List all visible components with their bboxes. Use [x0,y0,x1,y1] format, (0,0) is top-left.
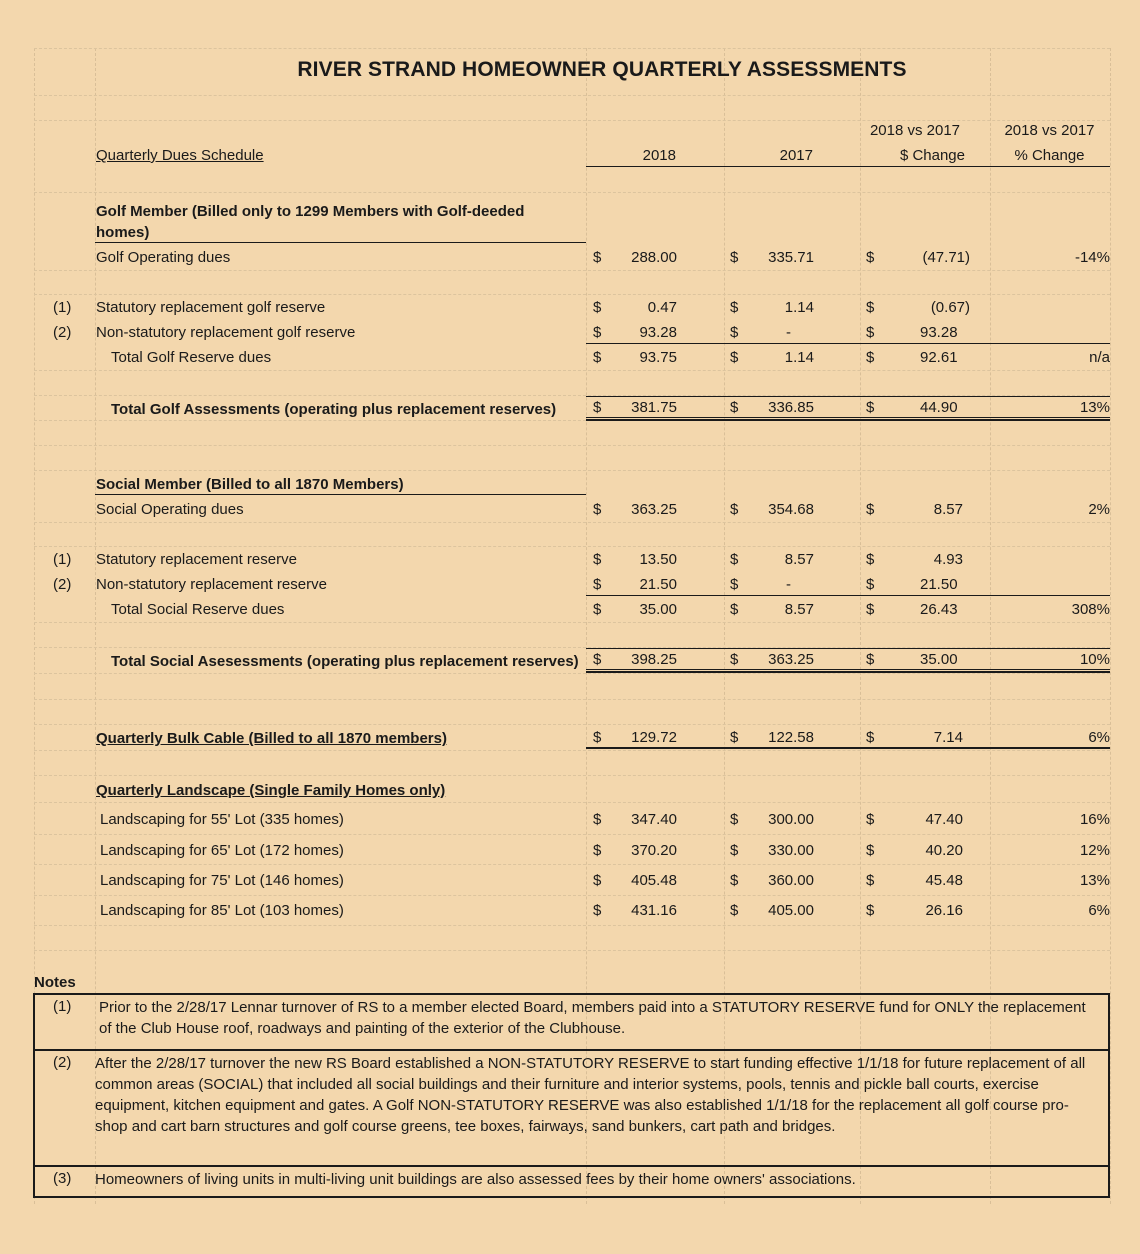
dollar-sign: $ [593,551,602,568]
row-label: Non-statutory replacement golf reserve [96,324,356,341]
value-change: 26.16 [925,902,963,919]
value-change: 26.43 [920,601,958,618]
value-2018: 13.50 [639,551,677,568]
dollar-sign: $ [866,576,875,593]
dollar-sign: $ [866,349,875,366]
value-2018: 0.47 [647,299,677,316]
dollar-sign: $ [730,601,739,618]
dollar-sign: $ [730,324,739,341]
value-change: (47.71) [922,249,970,266]
dollar-sign: $ [730,651,739,668]
value-2017: 330.00 [768,842,814,859]
value-2017: 300.00 [768,811,814,828]
row-label: Landscaping for 55' Lot (335 homes) [100,811,344,828]
note-ref: (3) [53,1170,72,1187]
dollar-sign: $ [730,249,739,266]
dollar-sign: $ [593,324,602,341]
header-change-top: 2018 vs 2017 [869,122,961,139]
golf-heading-line2: homes) [96,224,150,241]
page-title: RIVER STRAND HOMEOWNER QUARTERLY ASSESSMENTS [297,58,907,81]
header-2017: 2017 [779,147,813,164]
value-2017: 8.57 [784,601,814,618]
value-2017: 8.57 [784,551,814,568]
schedule-header: Quarterly Dues Schedule [96,147,264,164]
dollar-sign: $ [593,601,602,618]
value-2017: 122.58 [768,729,814,746]
note-ref: (1) [53,998,72,1015]
dollar-sign: $ [593,349,602,366]
note-text: Homeowners of living units in multi-living unit buildings are also assessed fees by their home owners' associations. [95,1171,856,1188]
value-change: 92.61 [920,349,958,366]
dollar-sign: $ [593,399,602,416]
value-pct: 6% [1088,729,1110,746]
dollar-sign: $ [866,399,875,416]
dollar-sign: $ [866,842,875,859]
cable-label: Quarterly Bulk Cable (Billed to all 1870 members) [96,730,447,747]
value-2017: - [786,576,791,593]
dollar-sign: $ [866,651,875,668]
value-change: 40.20 [925,842,963,859]
value-2018: 21.50 [639,576,677,593]
dollar-sign: $ [866,501,875,518]
value-change: 44.90 [920,399,958,416]
cable-underline [586,747,1110,749]
value-pct: 16% [1079,811,1110,828]
value-change: 4.93 [933,551,963,568]
dollar-sign: $ [730,811,739,828]
dollar-sign: $ [730,729,739,746]
value-2018: 363.25 [631,501,677,518]
dollar-sign: $ [593,576,602,593]
value-pct: 13% [1079,872,1110,889]
total-top-line [586,396,1110,397]
value-pct: 2% [1088,501,1110,518]
subtotal-line [586,595,1110,596]
dollar-sign: $ [866,249,875,266]
note-text: After the 2/28/17 turnover the new RS Board established a NON-STATUTORY RESERVE to start funding effective 1/1/18 for future replacement of all common areas (SOCIAL) that included all social buildings and their furniture and interior systems, pools, tennis and pickle ball courts, exercise equipment, kitchen equipment and gates. A Golf NON-STATUTORY RESERVE was also established 1/1/18 for the replacement all golf course pro-shop and cart barn structures and golf course greens, tee boxes, fairways, sand bunkers, cart path and bridges. [95,1055,1086,1135]
value-2017: 360.00 [768,872,814,889]
row-label: Golf Operating dues [96,249,231,266]
dollar-sign: $ [593,729,602,746]
dollar-sign: $ [730,872,739,889]
value-change: 8.57 [933,501,963,518]
note-text: Prior to the 2/28/17 Lennar turnover of RS to a member elected Board, members paid into a STATUTORY RESERVE fund for ONLY the replacement of the Club House roof, roadways and painting of the exterior of the Clubhouse. [99,999,1086,1037]
note-ref: (1) [53,299,72,316]
social-heading-underline [95,494,586,495]
value-pct: n/a [1089,349,1110,366]
row-label: Landscaping for 65' Lot (172 homes) [100,842,344,859]
value-pct: 12% [1079,842,1110,859]
header-pct-top: 2018 vs 2017 [1004,122,1095,139]
subtotal-line [586,343,1110,344]
dollar-sign: $ [593,842,602,859]
note-item [33,1051,1110,1164]
dollar-sign: $ [866,872,875,889]
row-label: Total Social Asesessments (operating plus replacement reserves) [111,653,579,670]
note-ref: (2) [53,576,72,593]
value-2017: - [786,324,791,341]
dollar-sign: $ [866,729,875,746]
value-change: 21.50 [920,576,958,593]
dollar-sign: $ [730,399,739,416]
dollar-sign: $ [593,872,602,889]
value-change: 7.14 [933,729,963,746]
row-label: Total Golf Reserve dues [111,349,272,366]
value-2018: 93.28 [639,324,677,341]
note-ref: (2) [53,1054,72,1071]
value-2018: 35.00 [639,601,677,618]
dollar-sign: $ [730,501,739,518]
dollar-sign: $ [730,551,739,568]
header-underline [586,166,1110,167]
social-heading: Social Member (Billed to all 1870 Members) [96,476,404,493]
value-change: 47.40 [925,811,963,828]
note-item [33,995,1110,1049]
value-2018: 93.75 [639,349,677,366]
value-pct: 6% [1088,902,1110,919]
dollar-sign: $ [866,324,875,341]
value-pct: 308% [1071,601,1110,618]
note-ref: (1) [53,551,72,568]
row-label: Non-statutory replacement reserve [96,576,327,593]
value-pct: 13% [1079,399,1110,416]
dollar-sign: $ [866,902,875,919]
dollar-sign: $ [593,811,602,828]
value-2017: 363.25 [768,651,814,668]
dollar-sign: $ [730,842,739,859]
value-2017: 1.14 [784,349,814,366]
header-2018: 2018 [642,147,676,164]
total-double-underline [586,417,1110,421]
landscape-heading: Quarterly Landscape (Single Family Homes only) [96,782,446,799]
dollar-sign: $ [730,299,739,316]
value-change: 45.48 [925,872,963,889]
value-2018: 381.75 [631,399,677,416]
value-change: 93.28 [920,324,958,341]
value-2018: 288.00 [631,249,677,266]
value-2018: 431.16 [631,902,677,919]
value-2018: 129.72 [631,729,677,746]
value-change: (0.67) [930,299,970,316]
note-item [33,1167,1110,1197]
row-label: Landscaping for 75' Lot (146 homes) [100,872,344,889]
row-label: Total Golf Assessments (operating plus replacement reserves) [111,401,557,418]
header-change-bottom: $ Change [899,147,965,164]
value-pct: -14% [1074,249,1110,266]
value-2018: 398.25 [631,651,677,668]
dollar-sign: $ [730,902,739,919]
value-2017: 354.68 [768,501,814,518]
value-2017: 335.71 [768,249,814,266]
dollar-sign: $ [866,601,875,618]
dollar-sign: $ [593,249,602,266]
dollar-sign: $ [593,651,602,668]
dollar-sign: $ [866,299,875,316]
value-2017: 1.14 [784,299,814,316]
row-label: Statutory replacement reserve [96,551,297,568]
header-pct-bottom: % Change [1014,147,1085,164]
value-pct: 10% [1079,651,1110,668]
dollar-sign: $ [730,576,739,593]
value-change: 35.00 [920,651,958,668]
total-top-line [586,648,1110,649]
value-2017: 336.85 [768,399,814,416]
row-label: Total Social Reserve dues [111,601,285,618]
value-2017: 405.00 [768,902,814,919]
golf-heading-underline [95,242,586,243]
dollar-sign: $ [593,902,602,919]
dollar-sign: $ [866,811,875,828]
value-2018: 347.40 [631,811,677,828]
row-label: Landscaping for 85' Lot (103 homes) [100,902,344,919]
dollar-sign: $ [730,349,739,366]
value-2018: 405.48 [631,872,677,889]
row-label: Social Operating dues [96,501,244,518]
golf-heading-line1: Golf Member (Billed only to 1299 Members with Golf-deeded [96,203,525,220]
dollar-sign: $ [593,501,602,518]
dollar-sign: $ [866,551,875,568]
dollar-sign: $ [593,299,602,316]
total-double-underline [586,669,1110,673]
note-ref: (2) [53,324,72,341]
value-2018: 370.20 [631,842,677,859]
notes-heading: Notes [34,974,76,991]
row-label: Statutory replacement golf reserve [96,299,326,316]
